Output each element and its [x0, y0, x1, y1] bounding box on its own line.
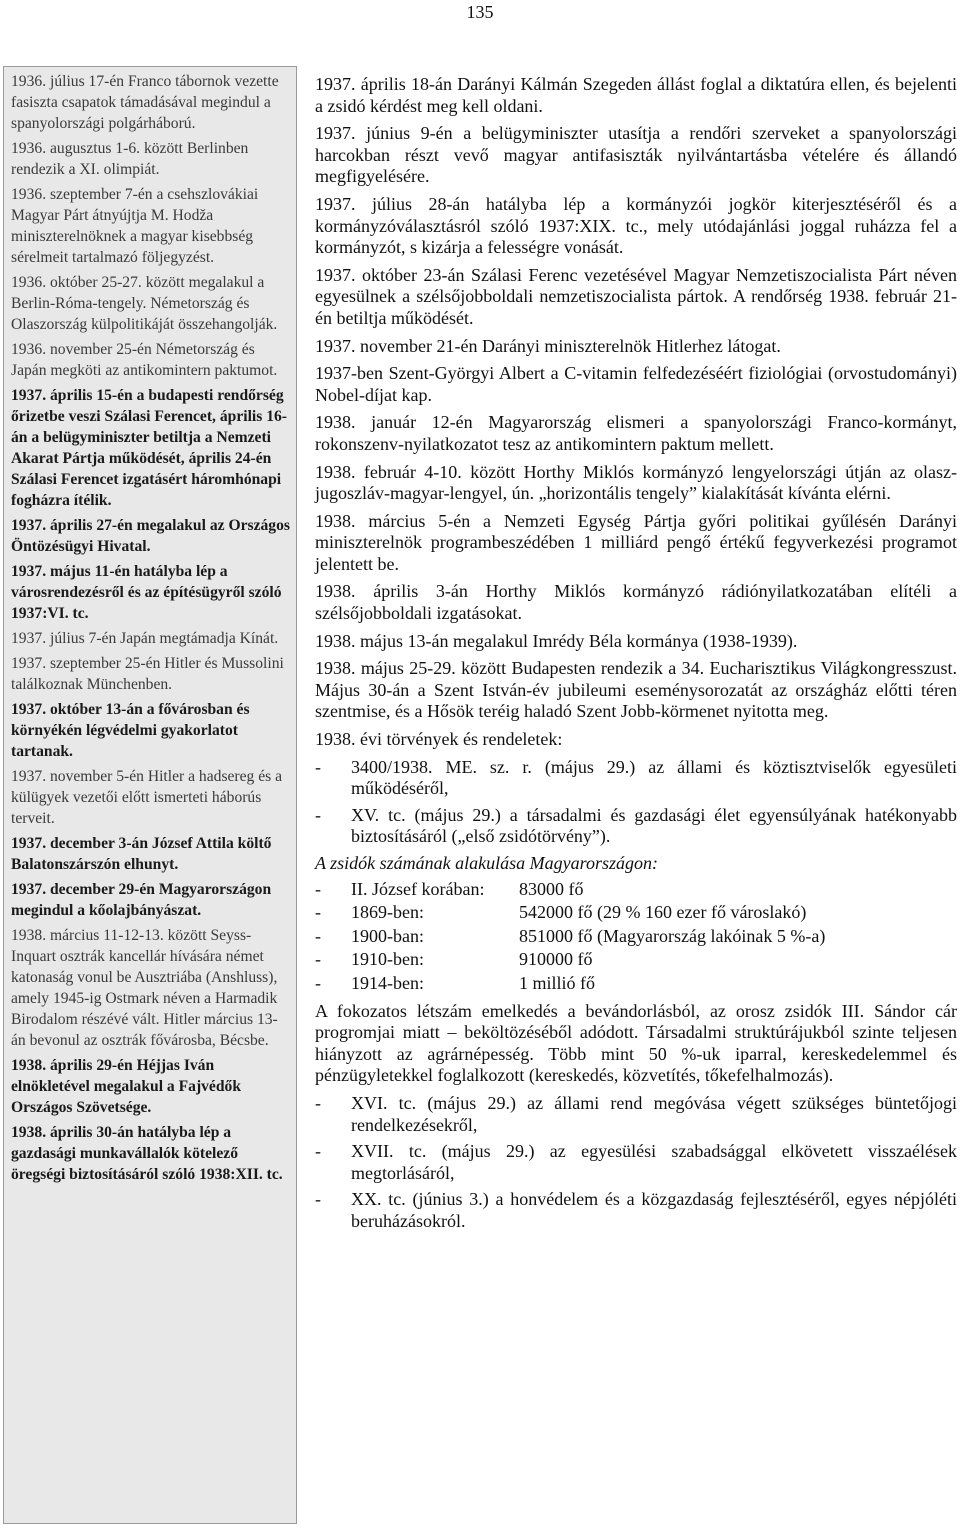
- page-number: 135: [466, 2, 494, 22]
- population-label: 1910-ben:: [351, 949, 424, 970]
- sidebar-entry: 1937. december 3-án József Attila költő Balatonszárszón elhunyt.: [11, 835, 272, 873]
- sidebar-entry: 1936. szeptember 7-én a csehszlovákiai Magyar Párt átnyújtja M. Hodža miniszterelnöknek a magyar kisebbség sérelmeit tartalmazó följegyzést.: [11, 186, 259, 266]
- law-text: XX. tc. (június 3.) a honvédelem és a közgazdaság fejlesztéséről, egyes népjóléti beruházásokról.: [351, 1189, 957, 1231]
- population-paragraph: A fokozatos létszám emelkedés a bevándorlásból, az orosz zsidók III. Sándor cár progromjai miatt – beköltözéséből adódott. Társadalmi struktúrájukból szinte teljesen hiányzott az agrárnépesség. Több mint 50 %-uk iparral, kereskedelemmel és pénzügyletekkel foglalkozott (kereskedés, közvetítés, tőkefelhalmozás).: [315, 1000, 957, 1086]
- law-text: XVII. tc. (május 29.) az egyesülési szabadsággal elkövetett visszaélések megtorlásáról,: [351, 1141, 957, 1183]
- dash-marker: -: [315, 902, 321, 923]
- dash-marker: -: [315, 972, 321, 993]
- laws-list-2: [315, 1093, 957, 1233]
- paragraph: 1938. május 25-29. között Budapesten rendezik a 34. Eucharisztikus Világkongresszust. Május 30-án a Szent István-év jubileumi eseménysorozatát az országház előtti téren szentmise, és a Hősök teréig haladó Szent Jobb-körmenet nyitotta meg.: [315, 658, 957, 722]
- population-value: 542000 fő (29 % 160 ezer fő városlakó): [519, 902, 807, 923]
- sidebar-entry: 1936. november 25-én Németország és Japán megköti az antikomintern paktumot.: [11, 341, 278, 379]
- population-value: 910000 fő: [519, 949, 593, 970]
- paragraph: 1938. január 12-én Magyarország elismeri a spanyolországi Franco-kormányt, rokonszenv-nyilatkozatot tesz az antikomintern paktum mellett.: [315, 412, 957, 454]
- sidebar-entry: 1936. október 25-27. között megalakul a Berlin-Róma-tengely. Németország és Olaszország külpolitikáját összehangolják.: [11, 274, 278, 333]
- dash-marker: -: [315, 949, 321, 970]
- sidebar-entry: 1937. november 5-én Hitler a hadsereg és a külügyek vezetői előtt ismerteti háborús terveit.: [11, 768, 283, 827]
- law-text: XV. tc. (május 29.) a társadalmi és gazdasági élet egyensúlyának hatékonyabb biztosításáról („első zsidótörvény”).: [351, 804, 957, 847]
- sidebar-entry: 1937. május 11-én hatályba lép a városrendezésről és az építésügyről szóló 1937:VI. tc.: [11, 563, 282, 622]
- law-item: [315, 1093, 957, 1136]
- population-label: 1869-ben:: [351, 902, 424, 923]
- population-row: [315, 973, 957, 995]
- population-row: [315, 949, 957, 971]
- paragraph: 1937. április 18-án Darányi Kálmán Szegeden állást foglal a diktatúra ellen, és bejelenti a zsidó kérdést meg kell oldani.: [315, 74, 957, 116]
- population-value: 1 millió fő: [519, 972, 595, 993]
- sidebar-entry: 1938. március 11-12-13. között Seyss-Inquart osztrák kancellár hívására német katonaság vonul be Ausztriába (Anshluss), amely 1945-ig Ostmark néven a Harmadik Birodalom részévé vált. Hitler március 13-án bevonul az osztrák fővárosba, Bécsbe.: [11, 927, 278, 1049]
- dash-marker: -: [315, 1189, 321, 1210]
- dash-marker: -: [315, 878, 321, 899]
- sidebar-entry: 1937. december 29-én Magyarországon megindul a kőolajbányászat.: [11, 881, 272, 919]
- dash-marker: -: [315, 804, 321, 825]
- main-text: [315, 74, 957, 1238]
- population-row: [315, 926, 957, 948]
- sidebar-entry: 1936. augusztus 1-6. között Berlinben rendezik a XI. olimpiát.: [11, 140, 249, 178]
- law-item: [315, 1189, 957, 1232]
- sidebar-entry: 1936. július 17-én Franco tábornok vezette fasiszta csapatok támadásával megindul a spanyolországi polgárháború.: [11, 73, 279, 132]
- law-item: [315, 805, 957, 848]
- laws-list-1: [315, 757, 957, 848]
- paragraph: 1937-ben Szent-Györgyi Albert a C-vitamin felfedezéséért fiziológiai (orvostudományi) Nobel-díjat kap.: [315, 363, 957, 405]
- law-item: [315, 757, 957, 800]
- population-heading: A zsidók számának alakulása Magyarországon:: [315, 853, 658, 873]
- population-value: 851000 fő (Magyarország lakóinak 5 %-a): [519, 925, 826, 946]
- paragraph: 1938. évi törvények és rendeletek:: [315, 729, 563, 750]
- sidebar-entry: 1937. szeptember 25-én Hitler és Mussolini találkoznak Münchenben.: [11, 655, 284, 693]
- dash-marker: -: [315, 1092, 321, 1113]
- sidebar-entry: 1938. április 30-án hatályba lép a gazdasági munkavállalók kötelező öregségi biztosításáról szóló 1938:XII. tc.: [11, 1124, 283, 1183]
- paragraph: 1937. július 28-án hatályba lép a kormányzói jogkör kiterjesztéséről és a kormányzóválasztásról szóló 1937:XIX. tc., mely utódajánlási joggal ruházza fel a kormányzót, s kizárja a felességre vonását.: [315, 193, 957, 258]
- population-label: 1914-ben:: [351, 972, 424, 993]
- law-item: [315, 1141, 957, 1184]
- paragraph: 1938. február 4-10. között Horthy Miklós kormányzó lengyelországi útján az olasz-jugoszláv-magyar-lengyel, ún. „horizontális tengely” kialakítását kívánta elérni.: [315, 461, 957, 504]
- sidebar-entry: 1937. október 13-án a fővárosban és környékén légvédelmi gyakorlatot tartanak.: [11, 701, 250, 760]
- law-text: XVI. tc. (május 29.) az állami rend megóvása végett szükséges büntetőjogi rendelkezésekről,: [351, 1092, 957, 1135]
- sidebar-entry: 1937. július 7-én Japán megtámadja Kínát.: [11, 630, 279, 647]
- chronology-sidebar: [3, 66, 297, 1524]
- dash-marker: -: [315, 1141, 321, 1162]
- population-label: II. József korában:: [351, 878, 485, 899]
- paragraph: 1938. március 5-én a Nemzeti Egység Pártja győri politikai gyűlésén Darányi miniszterelnök programbeszédében 1 milliárd pengő értékű fegyverkezési programot jelentett be.: [315, 510, 957, 574]
- sidebar-entry: 1937. április 27-én megalakul az Országos Öntözésügyi Hivatal.: [11, 517, 290, 555]
- paragraph: 1937. november 21-én Darányi miniszterelnök Hitlerhez látogat.: [315, 335, 781, 356]
- population-list: [315, 879, 957, 995]
- paragraph: 1938. május 13-án megalakul Imrédy Béla kormánya (1938-1939).: [315, 630, 798, 651]
- law-text: 3400/1938. ME. sz. r. (május 29.) az állami és köztisztviselők egyesületi működéséről,: [351, 756, 957, 799]
- sidebar-entry: 1937. április 15-én a budapesti rendőrség őrizetbe veszi Szálasi Ferencet, április 16-án a belügyminiszter betiltja a Nemzeti Akarat Pártja működését, április 24-én Szálasi Ferencet izgatásért háromhónapi fogházra ítélik.: [11, 387, 287, 509]
- population-value: 83000 fő: [519, 878, 584, 899]
- sidebar-entry: 1938. április 29-én Héjjas Iván elnökletével megalakul a Fajvédők Országos Szövetsége.: [11, 1057, 241, 1116]
- paragraph: 1937. június 9-én a belügyminiszter utasítja a rendőri szerveket a spanyolországi harcokban részt vevő magyar antifasiszták nyilvántartásba vételére és állandó megfigyelésére.: [315, 123, 957, 187]
- population-label: 1900-ban:: [351, 925, 424, 946]
- dash-marker: -: [315, 925, 321, 946]
- paragraph: 1937. október 23-án Szálasi Ferenc vezetésével Magyar Nemzetiszocialista Párt néven egyesülnek a szélsőjobboldali nemzetiszocialista pártok. A rendőrség 1938. február 21-én betiltja működését.: [315, 264, 957, 328]
- dash-marker: -: [315, 756, 321, 777]
- population-row: [315, 902, 957, 924]
- population-row: [315, 879, 957, 901]
- paragraph: 1938. április 3-án Horthy Miklós kormányzó rádiónyilatkozatában elítéli a szélsőjobboldali izgatásokat.: [315, 581, 957, 624]
